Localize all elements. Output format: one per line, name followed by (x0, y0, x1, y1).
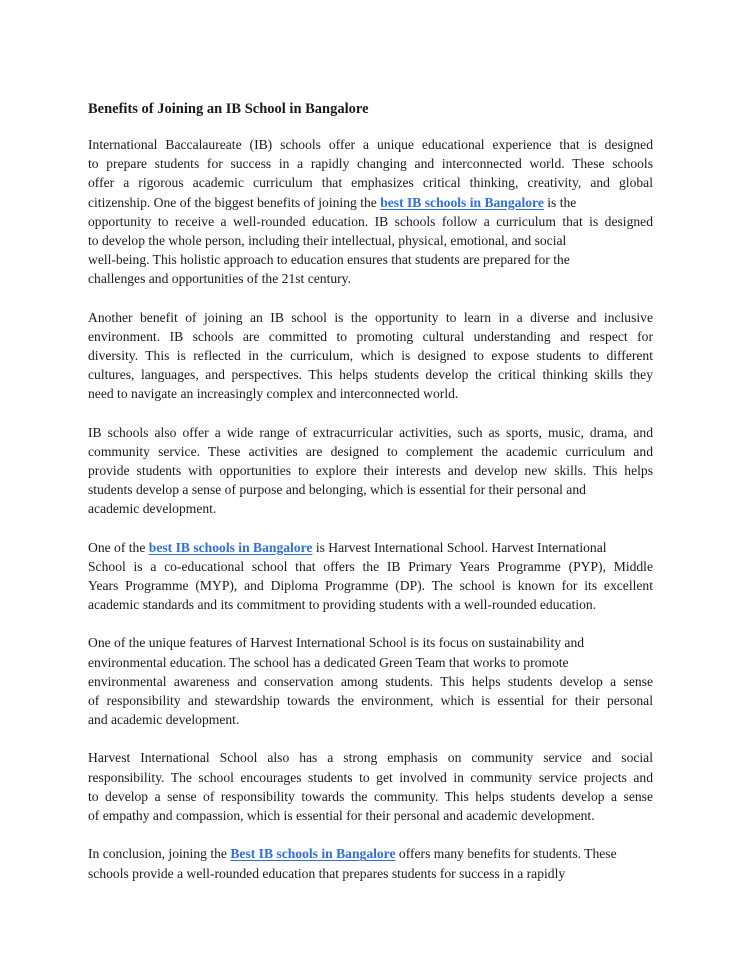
text-line: Years Programme (MYP), and Diploma Programme (DP). The school is known for its excellent (88, 578, 653, 594)
paragraph-2 (88, 308, 653, 404)
text-line: academic development. (88, 501, 217, 517)
text-line (88, 538, 653, 557)
text-segment: citizenship. One of the biggest benefits of joining the (88, 194, 381, 210)
text-line: offer a rigorous academic curriculum that emphasizes critical thinking, creativity, and global (88, 175, 653, 191)
text-line: cultures, languages, and perspectives. This helps students develop the critical thinking skills they (88, 367, 653, 383)
paragraph-7 (88, 844, 653, 882)
text-line: environmental awareness and conservation among students. This helps students develop a sense (88, 673, 653, 689)
text-line (88, 844, 653, 863)
text-line: provide students with opportunities to explore their interests and develop new skills. This helps (88, 463, 653, 479)
text-segment: One of the (88, 539, 149, 555)
paragraph-4 (88, 538, 653, 615)
text-line: responsibility. The school encourages students to get involved in community service projects and (88, 769, 653, 785)
text-line: to develop a sense of responsibility towards the community. This helps students develop a sense (88, 788, 653, 804)
text-line: IB schools also offer a wide range of extracurricular activities, such as sports, music, drama, and (88, 424, 653, 440)
text-line: to prepare students for success in a rapidly changing and interconnected world. These schools (88, 156, 653, 172)
text-line: environment. IB schools are committed to promoting cultural understanding and respect for (88, 328, 653, 344)
best-ib-schools-link[interactable]: best IB schools in Bangalore (380, 194, 544, 210)
text-line: International Baccalaureate (IB) schools offer a unique educational experience that is designed (88, 137, 653, 152)
document-title: Benefits of Joining an IB School in Bangalore (88, 101, 369, 117)
text-line: students develop a sense of purpose and belonging, which is essential for their personal and (88, 482, 586, 498)
paragraph-1 (88, 135, 653, 289)
text-segment: In conclusion, joining the (88, 846, 231, 862)
text-line: environmental education. The school has a dedicated Green Team that works to promote (88, 654, 569, 670)
best-ib-schools-link[interactable]: best IB schools in Bangalore (148, 539, 313, 555)
text-line: and academic development. (88, 712, 240, 728)
text-line: Another benefit of joining an IB school is the opportunity to learn in a diverse and inclusive (88, 309, 653, 325)
text-line: schools provide a well-rounded education that prepares students for success in a rapidly (88, 865, 566, 881)
text-line: One of the unique features of Harvest International School is its focus on sustainability and (88, 635, 585, 651)
text-line: School is a co-educational school that offers the IB Primary Years Programme (PYP), Middle (88, 558, 653, 574)
text-line: Harvest International School also has a strong emphasis on community service and social (88, 750, 653, 766)
paragraph-5 (88, 633, 653, 729)
text-line: need to navigate an increasingly complex and interconnected world. (88, 386, 459, 402)
text-line: to develop the whole person, including their intellectual, physical, emotional, and social (88, 233, 567, 249)
text-segment: is Harvest International School. Harvest International (312, 539, 607, 555)
paragraph-3 (88, 423, 653, 519)
text-line: diversity. This is reflected in the curriculum, which is designed to expose students to different (88, 348, 653, 364)
text-line: well-being. This holistic approach to education ensures that students are prepared for the (88, 252, 570, 268)
best-ib-schools-link[interactable]: Best IB schools in Bangalore (230, 846, 396, 862)
text-line: community service. These activities are designed to complement the academic curriculum and (88, 443, 653, 459)
text-line: academic standards and its commitment to providing students with a well-rounded education. (88, 597, 597, 613)
paragraph-6 (88, 748, 653, 825)
text-line (88, 193, 653, 212)
document-page (88, 100, 653, 902)
text-line: opportunity to receive a well-rounded education. IB schools follow a curriculum that is designed (88, 213, 653, 229)
text-segment: is the (543, 194, 577, 210)
text-line: of responsibility and stewardship towards the environment, which is essential for their personal (88, 693, 653, 709)
text-line: of empathy and compassion, which is essential for their personal and academic development. (88, 808, 595, 824)
text-line: challenges and opportunities of the 21st century. (88, 271, 351, 287)
text-segment: offers many benefits for students. These (395, 846, 617, 862)
